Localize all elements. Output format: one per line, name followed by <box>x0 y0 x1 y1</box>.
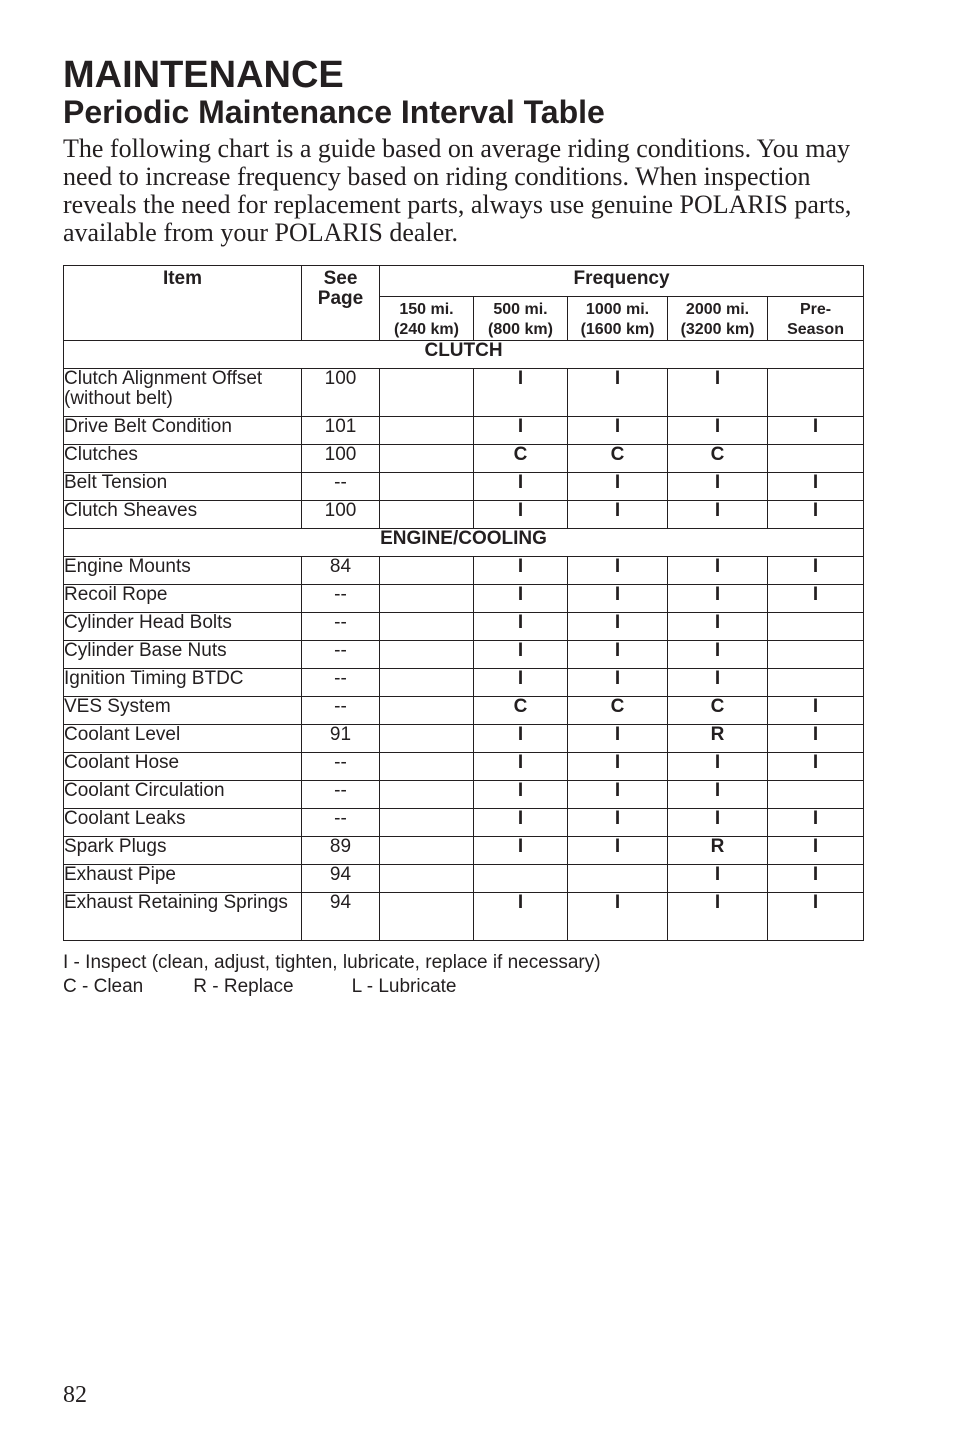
item-cell: Exhaust Pipe <box>64 865 302 893</box>
section-title: MAINTENANCE <box>63 54 344 96</box>
frequency-cell: I <box>668 473 768 501</box>
table-row <box>64 781 864 809</box>
interval-line1: 1000 mi. <box>585 301 650 318</box>
group-row <box>64 341 864 369</box>
frequency-cell: I <box>768 809 864 837</box>
frequency-cell: I <box>568 369 668 417</box>
frequency-cell: I <box>668 669 768 697</box>
frequency-cell <box>380 753 474 781</box>
frequency-cell <box>380 781 474 809</box>
item-cell: Coolant Leaks <box>64 809 302 837</box>
table-row <box>64 697 864 725</box>
frequency-cell <box>768 781 864 809</box>
frequency-cell <box>380 445 474 473</box>
item-cell: Coolant Circulation <box>64 781 302 809</box>
frequency-cell <box>380 669 474 697</box>
frequency-cell: I <box>668 893 768 941</box>
frequency-cell <box>768 669 864 697</box>
frequency-cell: I <box>568 585 668 613</box>
frequency-cell: I <box>668 781 768 809</box>
frequency-cell: I <box>474 369 568 417</box>
frequency-cell: I <box>668 417 768 445</box>
see-page-cell: -- <box>302 781 380 809</box>
frequency-cell <box>380 697 474 725</box>
frequency-cell: I <box>568 501 668 529</box>
see-page-cell: 100 <box>302 501 380 529</box>
frequency-cell: I <box>474 473 568 501</box>
item-cell: Clutches <box>64 445 302 473</box>
see-page-cell: 100 <box>302 445 380 473</box>
frequency-cell: I <box>668 641 768 669</box>
frequency-cell: I <box>668 753 768 781</box>
frequency-cell: I <box>668 865 768 893</box>
table-row <box>64 585 864 613</box>
page-number: 82 <box>63 1382 87 1408</box>
see-page-cell: 101 <box>302 417 380 445</box>
table-row <box>64 417 864 445</box>
frequency-cell <box>768 613 864 641</box>
see-page-cell: -- <box>302 585 380 613</box>
see-page-cell: -- <box>302 697 380 725</box>
table-row <box>64 473 864 501</box>
frequency-cell: I <box>568 669 668 697</box>
group-row <box>64 529 864 557</box>
legend-clean: C - Clean <box>63 976 144 997</box>
header-item: Item <box>64 266 302 341</box>
see-page-cell: -- <box>302 753 380 781</box>
legend <box>63 951 863 999</box>
table-row <box>64 641 864 669</box>
interval-header <box>768 297 864 341</box>
frequency-cell <box>380 865 474 893</box>
frequency-cell: I <box>768 557 864 585</box>
see-page-cell: 89 <box>302 837 380 865</box>
frequency-cell <box>380 501 474 529</box>
frequency-cell: I <box>568 725 668 753</box>
frequency-cell: I <box>474 613 568 641</box>
table-row <box>64 725 864 753</box>
table-row <box>64 445 864 473</box>
frequency-cell: I <box>474 725 568 753</box>
item-cell: Coolant Level <box>64 725 302 753</box>
frequency-cell <box>380 417 474 445</box>
table-row <box>64 865 864 893</box>
legend-lubricate: L - Lubricate <box>351 976 457 997</box>
intro-paragraph: The following chart is a guide based on average riding conditions. You may need to increase frequency based on riding conditions. When inspection reveals the need for replacement parts, always use genuine POLARIS parts, available from your POLARIS dealer. <box>63 134 852 247</box>
frequency-cell: R <box>668 837 768 865</box>
see-page-cell: 84 <box>302 557 380 585</box>
interval-header <box>474 297 568 341</box>
frequency-cell: I <box>568 893 668 941</box>
frequency-cell <box>380 725 474 753</box>
frequency-cell: I <box>568 641 668 669</box>
interval-header <box>668 297 768 341</box>
frequency-cell: I <box>474 753 568 781</box>
interval-line1: 2000 mi. <box>685 301 750 318</box>
item-cell: Recoil Rope <box>64 585 302 613</box>
frequency-cell: I <box>568 781 668 809</box>
frequency-cell: I <box>668 501 768 529</box>
item-cell: Cylinder Head Bolts <box>64 613 302 641</box>
see-page-cell: -- <box>302 473 380 501</box>
frequency-cell <box>380 809 474 837</box>
table-row <box>64 669 864 697</box>
frequency-cell: I <box>474 669 568 697</box>
interval-line2: (1600 km) <box>580 321 655 338</box>
frequency-cell <box>380 585 474 613</box>
interval-header <box>380 297 474 341</box>
table-row <box>64 753 864 781</box>
frequency-cell: I <box>568 473 668 501</box>
interval-line2: (800 km) <box>488 321 553 338</box>
frequency-cell <box>380 473 474 501</box>
header-see-page-label: See Page <box>317 268 364 309</box>
legend-inspect: I - Inspect (clean, adjust, tighten, lubricate, replace if necessary) <box>63 952 601 973</box>
frequency-cell <box>474 865 568 893</box>
frequency-cell: I <box>768 697 864 725</box>
frequency-cell: I <box>768 837 864 865</box>
item-cell: Drive Belt Condition <box>64 417 302 445</box>
frequency-cell: I <box>768 893 864 941</box>
legend-replace: R - Replace <box>193 976 294 997</box>
frequency-cell: I <box>568 613 668 641</box>
frequency-cell: I <box>474 641 568 669</box>
frequency-cell: I <box>668 369 768 417</box>
frequency-cell <box>380 893 474 941</box>
see-page-cell: 94 <box>302 893 380 941</box>
frequency-cell: C <box>568 445 668 473</box>
maintenance-interval-table <box>63 265 864 941</box>
page-content <box>63 55 863 999</box>
frequency-cell: I <box>474 837 568 865</box>
frequency-cell: C <box>474 445 568 473</box>
table-title: Periodic Maintenance Interval Table <box>63 94 605 130</box>
see-page-cell: -- <box>302 641 380 669</box>
see-page-cell: 100 <box>302 369 380 417</box>
see-page-cell: -- <box>302 613 380 641</box>
interval-line1: Pre- <box>799 301 832 318</box>
frequency-cell: I <box>568 417 668 445</box>
table-row <box>64 893 864 941</box>
header-see-page <box>302 266 380 341</box>
group-title: ENGINE/COOLING <box>64 529 864 557</box>
item-cell: Engine Mounts <box>64 557 302 585</box>
frequency-cell: I <box>768 865 864 893</box>
table-row <box>64 809 864 837</box>
see-page-cell: 94 <box>302 865 380 893</box>
frequency-cell: I <box>768 725 864 753</box>
frequency-cell: I <box>768 473 864 501</box>
table-row <box>64 837 864 865</box>
table-body <box>64 341 864 941</box>
frequency-cell: C <box>668 697 768 725</box>
item-cell: Spark Plugs <box>64 837 302 865</box>
item-cell: Cylinder Base Nuts <box>64 641 302 669</box>
item-cell: VES System <box>64 697 302 725</box>
frequency-cell <box>380 369 474 417</box>
interval-line2: (240 km) <box>394 321 459 338</box>
frequency-cell: I <box>668 557 768 585</box>
group-title: CLUTCH <box>64 341 864 369</box>
interval-line1: 500 mi. <box>493 301 548 318</box>
frequency-cell: I <box>474 781 568 809</box>
table-row <box>64 501 864 529</box>
frequency-cell: I <box>568 809 668 837</box>
frequency-cell: I <box>474 417 568 445</box>
frequency-cell <box>380 613 474 641</box>
item-cell: Belt Tension <box>64 473 302 501</box>
table-row <box>64 369 864 417</box>
legend-line-2 <box>63 975 863 999</box>
frequency-cell: I <box>768 501 864 529</box>
item-cell: Clutch Sheaves <box>64 501 302 529</box>
frequency-cell: I <box>568 837 668 865</box>
frequency-cell: I <box>474 557 568 585</box>
frequency-cell: R <box>668 725 768 753</box>
frequency-cell <box>568 865 668 893</box>
interval-line2: (3200 km) <box>680 321 755 338</box>
frequency-cell: I <box>474 893 568 941</box>
item-cell: Coolant Hose <box>64 753 302 781</box>
frequency-cell: I <box>568 557 668 585</box>
table-row <box>64 613 864 641</box>
item-cell: Clutch Alignment Offset (without belt) <box>64 369 302 417</box>
see-page-cell: -- <box>302 809 380 837</box>
frequency-cell: I <box>668 613 768 641</box>
frequency-cell: I <box>768 417 864 445</box>
frequency-cell <box>380 641 474 669</box>
frequency-cell <box>768 641 864 669</box>
frequency-cell: I <box>474 585 568 613</box>
item-cell: Ignition Timing BTDC <box>64 669 302 697</box>
frequency-cell <box>380 557 474 585</box>
frequency-cell: I <box>668 585 768 613</box>
frequency-cell <box>768 369 864 417</box>
frequency-cell: C <box>474 697 568 725</box>
see-page-cell: -- <box>302 669 380 697</box>
frequency-cell: I <box>768 753 864 781</box>
frequency-cell: I <box>474 501 568 529</box>
frequency-cell: C <box>568 697 668 725</box>
table-row <box>64 557 864 585</box>
interval-header <box>568 297 668 341</box>
interval-line1: 150 mi. <box>399 301 454 318</box>
frequency-cell: C <box>668 445 768 473</box>
header-frequency: Frequency <box>380 266 864 297</box>
frequency-cell: I <box>768 585 864 613</box>
frequency-cell <box>380 837 474 865</box>
frequency-cell: I <box>668 809 768 837</box>
frequency-cell: I <box>568 753 668 781</box>
interval-line2: Season <box>787 321 844 338</box>
frequency-cell: I <box>474 809 568 837</box>
see-page-cell: 91 <box>302 725 380 753</box>
frequency-cell <box>768 445 864 473</box>
item-cell: Exhaust Retaining Springs <box>64 893 302 941</box>
